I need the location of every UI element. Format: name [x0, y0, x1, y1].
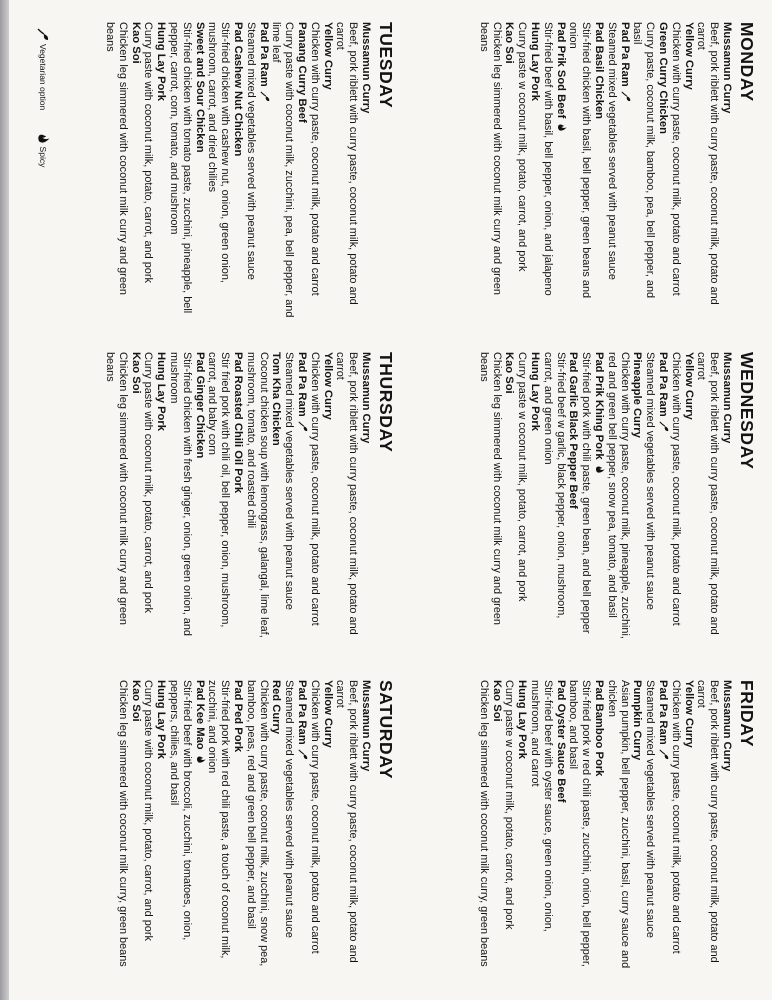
dish-name: [682, 680, 695, 980]
dish-item: [206, 680, 244, 980]
dish-item: [579, 352, 605, 652]
dish-name: [554, 22, 567, 322]
day-thursday: [103, 352, 397, 652]
dish-name: [592, 352, 605, 652]
dish-item: [643, 680, 669, 980]
dish-name-text: Kao Soi: [129, 352, 142, 394]
dish-name-text: Yellow Curry: [321, 22, 334, 90]
dish-list: [116, 680, 372, 980]
dish-name: [270, 352, 283, 652]
dish-name: [231, 352, 244, 652]
dish-name-text: Pad Ped Pork: [232, 680, 245, 753]
dish-description: Chicken leg simmered with coconut milk curry and green beans: [104, 352, 129, 625]
dish-name: [656, 352, 669, 652]
dish-description: Steamed mixed vegetables served with peanut sauce: [244, 22, 257, 280]
dish-description: Beef, pork riblett with curry paste, coconut milk, potato and carrot: [695, 352, 721, 635]
dish-item: [631, 22, 669, 322]
vegetarian-icon: [659, 749, 669, 760]
dish-item: [167, 352, 205, 652]
dish-description: Stir-fried pork w red chili paste, zucchini, onion, bell pepper, bamboo, and basil: [567, 680, 593, 967]
dish-name-text: Pad Pa Ram: [296, 352, 309, 417]
vegetarian-icon: [659, 421, 669, 432]
dish-item: [244, 352, 282, 652]
dish-name: [720, 352, 733, 652]
dish-description: Curry paste w coconut milk, potato, carrot, and pork: [516, 22, 529, 272]
dish-description: Chicken with curry paste, coconut milk, potato and carrot: [308, 352, 321, 626]
dish-description: Chicken with curry paste, coconut milk, zucchini, snow pea, bamboo, peas, red and green bell pepper, and basil: [244, 680, 270, 967]
dish-description: Chicken leg simmered with coconut milk curry, green beans: [116, 680, 129, 967]
dish-name-text: Yellow Curry: [682, 680, 695, 748]
dish-name-text: Kao Soi: [129, 22, 142, 64]
dish-name: [618, 22, 631, 322]
dish-name-text: Mussamun Curry: [721, 22, 733, 114]
dish-description: Chicken leg simmered with coconut milk curry and green beans: [477, 352, 503, 625]
dish-name: [295, 22, 308, 322]
dish-name: [592, 22, 605, 322]
dish-name: [129, 22, 142, 322]
dish-description: Curry paste with coconut milk, potato, carrot, and pork: [142, 352, 155, 613]
dish-name-text: Yellow Curry: [321, 352, 334, 420]
dish-name: [682, 352, 695, 652]
dish-description: Stir-fried pork with chili paste, green bean, and bell pepper: [580, 352, 593, 634]
dish-item: [669, 680, 695, 980]
dish-name: [270, 680, 283, 980]
menu-sheet: [9, 0, 772, 1000]
dish-name-text: Panang Curry Beef: [296, 22, 309, 123]
spicy-icon: [196, 754, 206, 765]
dish-name: [359, 352, 372, 652]
dish-item: [669, 352, 695, 652]
dish-item: [695, 352, 733, 652]
dish-name-text: Pad Pa Ram: [296, 680, 309, 745]
dish-name: [554, 680, 567, 980]
dish-name-text: Kao Soi: [503, 352, 516, 394]
dish-name-text: Kao Soi: [490, 680, 503, 722]
dish-description: Chicken with curry paste, coconut milk, potato and carrot: [308, 680, 321, 954]
dish-item: [669, 22, 695, 322]
day-title: TUESDAY: [376, 22, 396, 109]
day-title: SATURDAY: [376, 680, 396, 780]
day-tuesday: [103, 22, 397, 322]
dish-name: [720, 680, 733, 980]
dish-description: Stir fried pork with chili oil, bell pepper, onion, mushroom, carrot, and baby corn: [206, 352, 232, 628]
dish-description: Stir-fried beef w garlic, black pepper, onion, mushroom, carrot, and green onion: [541, 352, 567, 619]
spicy-icon: [595, 464, 605, 475]
dish-item: [282, 680, 308, 980]
day-friday: [477, 680, 758, 980]
dish-description: Chicken with curry paste, coconut milk, pineapple, zucchini, red and green bell pepper, snow pea, tomato, and basil: [605, 352, 631, 639]
dish-item: [206, 22, 244, 322]
day-title: FRIDAY: [737, 680, 757, 748]
dish-list: [477, 680, 733, 980]
day-saturday: [116, 680, 397, 980]
dish-description: Stir-fried chicken with cashew nut, onion, green onion, mushroom, carrot, and dried chilies: [206, 22, 232, 283]
dish-name: [490, 680, 503, 980]
dish-item: [270, 22, 308, 322]
dish-name-text: Pad Prik Khing Pork: [593, 352, 606, 460]
dish-name-text: Pad Garlic Black Pepper Beef: [567, 352, 580, 509]
dish-item: [142, 352, 168, 652]
dish-description: Stir-fried beef with basil, bell pepper, onion, and jalapeno: [541, 22, 554, 296]
dish-item: [567, 680, 605, 980]
day-title: THURSDAY: [376, 352, 396, 453]
dish-name-text: Pad Pa Ram: [257, 22, 270, 87]
dish-name: [193, 680, 206, 980]
dish-name-text: Green Curry Chicken: [657, 22, 670, 134]
dish-description: Stir-fried beef with oyster sauce, green onion, onion, mushroom, and carrot: [529, 680, 554, 932]
legend-spicy: [37, 133, 50, 168]
day-monday: [477, 22, 758, 322]
dish-description: Beef, pork riblett with curry paste, coconut milk, potato and carrot: [334, 22, 360, 305]
dish-description: Stir-fried pork with red chili paste, a touch of coconut milk, zucchini, and onion: [206, 680, 232, 959]
dish-list: [103, 352, 372, 652]
dish-description: Curry paste, coconut milk, bamboo, pea, bell pepper, and basil: [631, 22, 657, 299]
dish-description: Stir-fried chicken with tomato paste, zucchini, pineapple, bell pepper, carrot, corn, tomato, and mushroom: [168, 22, 193, 314]
dish-name: [154, 22, 167, 322]
dish-item: [567, 22, 605, 322]
dish-item: [116, 680, 142, 980]
dish-item: [206, 352, 244, 652]
legend-spicy-label: Spicy: [38, 146, 48, 168]
dish-name-text: Sweet and Sour Chicken: [193, 22, 206, 153]
dish-name-text: Pad Roasted Chili Oil Pork: [232, 352, 245, 494]
dish-description: Chicken leg simmered with coconut milk curry, green beans: [477, 680, 490, 967]
dish-list: [477, 22, 733, 322]
dish-description: Curry paste w coconut milk, potato, carrot, and pork: [516, 352, 529, 602]
dish-item: [244, 22, 270, 322]
dish-name-text: Yellow Curry: [682, 22, 695, 90]
dish-name: [528, 352, 541, 652]
dish-name-text: Pineapple Curry: [631, 352, 644, 438]
dish-name: [193, 352, 206, 652]
day-title: WEDNESDAY: [737, 352, 757, 470]
dish-description: Beef, pork riblett with curry paste, coconut milk, potato and carrot: [695, 680, 721, 963]
dish-name: [129, 680, 142, 980]
dish-name-text: Mussamun Curry: [360, 22, 372, 114]
vegetarian-icon: [621, 91, 631, 102]
dish-item: [541, 352, 579, 652]
dish-item: [282, 352, 308, 652]
dish-name: [631, 352, 644, 652]
vegetarian-icon: [298, 749, 308, 760]
dish-name: [503, 352, 516, 652]
dish-name-text: Pad Bamboo Pork: [593, 680, 606, 777]
dish-name: [631, 680, 644, 980]
dish-name: [321, 22, 334, 322]
dish-name-text: Hung Lay Pork: [529, 22, 542, 101]
dish-item: [605, 352, 643, 652]
dish-name: [154, 352, 167, 652]
dish-description: Steamed mixed vegetables served with peanut sauce: [283, 352, 296, 610]
dish-list: [477, 352, 733, 652]
dish-description: Curry paste with coconut milk, potato, carrot, and pork: [142, 22, 155, 283]
vegetarian-icon: [37, 28, 49, 41]
dish-name: [656, 680, 669, 980]
dish-item: [477, 352, 515, 652]
dish-item: [142, 22, 168, 322]
dish-name-text: Hung Lay Pork: [155, 352, 168, 431]
dish-description: Asian pumpkin, bell pepper, zucchini, basil, curry sauce and chicken: [605, 680, 631, 969]
dish-name-text: Pad Ginger Chicken: [193, 352, 206, 459]
dish-name-text: Tom Kha Chicken: [270, 352, 283, 446]
dish-name-text: Yellow Curry: [682, 352, 695, 420]
dish-item: [541, 22, 567, 322]
dish-description: Curry paste w coconut milk, potato, carrot, and pork: [503, 680, 516, 930]
menu-page-rotated: [9, 0, 772, 1000]
dish-item: [477, 22, 515, 322]
day-wednesday: [477, 352, 758, 652]
dish-name: [295, 680, 308, 980]
dish-item: [167, 22, 205, 322]
dish-name: [682, 22, 695, 322]
dish-name-text: Pad Kee Mao: [193, 680, 206, 750]
dish-description: Stir-fried beef with broccoli, zucchini, tomatoes, onion, peppers, chilies, and basil: [168, 680, 193, 941]
scan-edge: [0, 0, 9, 1000]
dish-name: [359, 680, 372, 980]
dish-name: [154, 680, 167, 980]
dish-name: [720, 22, 733, 322]
dish-name: [528, 22, 541, 322]
spicy-icon: [37, 133, 50, 144]
dish-item: [334, 22, 372, 322]
dish-name: [257, 22, 270, 322]
legend-vegetarian-label: Vegetarian option: [38, 44, 48, 111]
dish-description: Coconut chicken soup with lemongrass, galangal, lime leaf, mushroom, tomato, and roasted chili: [244, 352, 270, 638]
dish-description: Steamed mixed vegetables served with peanut sauce: [605, 22, 618, 280]
dish-name-text: Kao Soi: [129, 680, 142, 722]
dish-description: Chicken with curry paste, coconut milk, potato and carrot: [669, 352, 682, 626]
dish-name-text: Mussamun Curry: [721, 352, 733, 444]
dish-item: [528, 680, 566, 980]
dish-item: [142, 680, 168, 980]
dish-description: Chicken leg simmered with coconut milk curry and green beans: [477, 22, 503, 295]
dish-description: Chicken with curry paste, coconut milk, potato and carrot: [308, 22, 321, 296]
dish-name-text: Pad Oyster Sauce Beef: [554, 680, 567, 803]
dish-name: [129, 352, 142, 652]
dish-name: [515, 680, 528, 980]
dish-name-text: Pad Pa Ram: [657, 680, 670, 745]
dish-name: [359, 22, 372, 322]
dish-description: Beef, pork riblett with curry paste, coconut milk, potato and carrot: [334, 680, 360, 963]
dish-item: [334, 352, 372, 652]
dish-item: [695, 22, 733, 322]
dish-name: [503, 22, 516, 322]
dish-name-text: Hung Lay Pork: [155, 22, 168, 101]
dish-item: [503, 680, 529, 980]
dish-name-text: Hung Lay Pork: [516, 680, 529, 759]
dish-name: [193, 22, 206, 322]
dish-name-text: Pad Cashew Nut Chicken: [232, 22, 245, 157]
dish-item: [515, 22, 541, 322]
dish-description: Steamed mixed vegetables served with peanut sauce: [644, 352, 657, 610]
dish-name: [656, 22, 669, 322]
dish-name: [231, 22, 244, 322]
dish-item: [308, 680, 334, 980]
dish-name-text: Mussamun Curry: [360, 680, 372, 772]
dish-item: [308, 22, 334, 322]
dish-item: [334, 680, 372, 980]
dish-name-text: Hung Lay Pork: [529, 352, 542, 431]
dish-name: [567, 352, 580, 652]
dish-name-text: Yellow Curry: [321, 680, 334, 748]
dish-description: Steamed mixed vegetables served with peanut sauce: [283, 680, 296, 938]
dish-item: [605, 22, 631, 322]
dish-item: [515, 352, 541, 652]
dish-name: [321, 352, 334, 652]
dish-description: Stir-fried chicken with fresh ginger, onion, green onion, and mushroom: [168, 352, 193, 636]
dish-list: [103, 22, 372, 322]
legend: [37, 28, 50, 187]
dish-item: [695, 680, 733, 980]
dish-description: Stir-fried chicken with basil, bell pepper, green beans and onion: [567, 22, 593, 299]
dish-description: Beef, pork riblett with curry paste, coconut milk, potato and carrot: [695, 22, 721, 305]
dish-name-text: Hung Lay Pork: [155, 680, 168, 759]
dish-name-text: Mussamun Curry: [360, 352, 372, 444]
dish-name-text: Pad Basil Chicken: [593, 22, 606, 119]
dish-name-text: Mussamun Curry: [721, 680, 733, 772]
vegetarian-icon: [298, 421, 308, 432]
dish-description: Curry paste with coconut milk, zucchini, pea, bell pepper, and lime leaf: [270, 22, 296, 318]
dish-item: [103, 352, 141, 652]
dish-item: [167, 680, 205, 980]
day-title: MONDAY: [737, 22, 757, 102]
vegetarian-icon: [260, 91, 270, 102]
spicy-icon: [557, 122, 567, 133]
dish-description: Chicken leg simmered with coconut milk curry and green beans: [104, 22, 129, 295]
dish-name-text: Pad Prik Sod Beef: [554, 22, 567, 119]
dish-item: [477, 680, 503, 980]
dish-name-text: Pad Pa Ram: [618, 22, 631, 87]
dish-item: [308, 352, 334, 652]
dish-description: Chicken with curry paste, coconut milk, potato and carrot: [669, 22, 682, 296]
dish-name: [321, 680, 334, 980]
dish-name-text: Pumpkin Curry: [631, 680, 644, 761]
legend-vegetarian: [37, 28, 49, 110]
dish-name: [592, 680, 605, 980]
dish-name: [231, 680, 244, 980]
dish-name: [295, 352, 308, 652]
dish-description: Curry paste with coconut milk, potato, carrot, and pork: [142, 680, 155, 941]
dish-name-text: Pad Pa Ram: [657, 352, 670, 417]
dish-name-text: Red Curry: [270, 680, 283, 735]
dish-description: Beef, pork riblett with curry paste, coconut milk, potato and carrot: [334, 352, 360, 635]
dish-name-text: Kao Soi: [503, 22, 516, 64]
dish-item: [643, 352, 669, 652]
dish-item: [103, 22, 141, 322]
dish-item: [605, 680, 643, 980]
dish-item: [244, 680, 282, 980]
dish-description: Steamed mixed vegetables served with peanut sauce: [644, 680, 657, 938]
dish-description: Chicken with curry paste, coconut milk, potato and carrot: [669, 680, 682, 954]
